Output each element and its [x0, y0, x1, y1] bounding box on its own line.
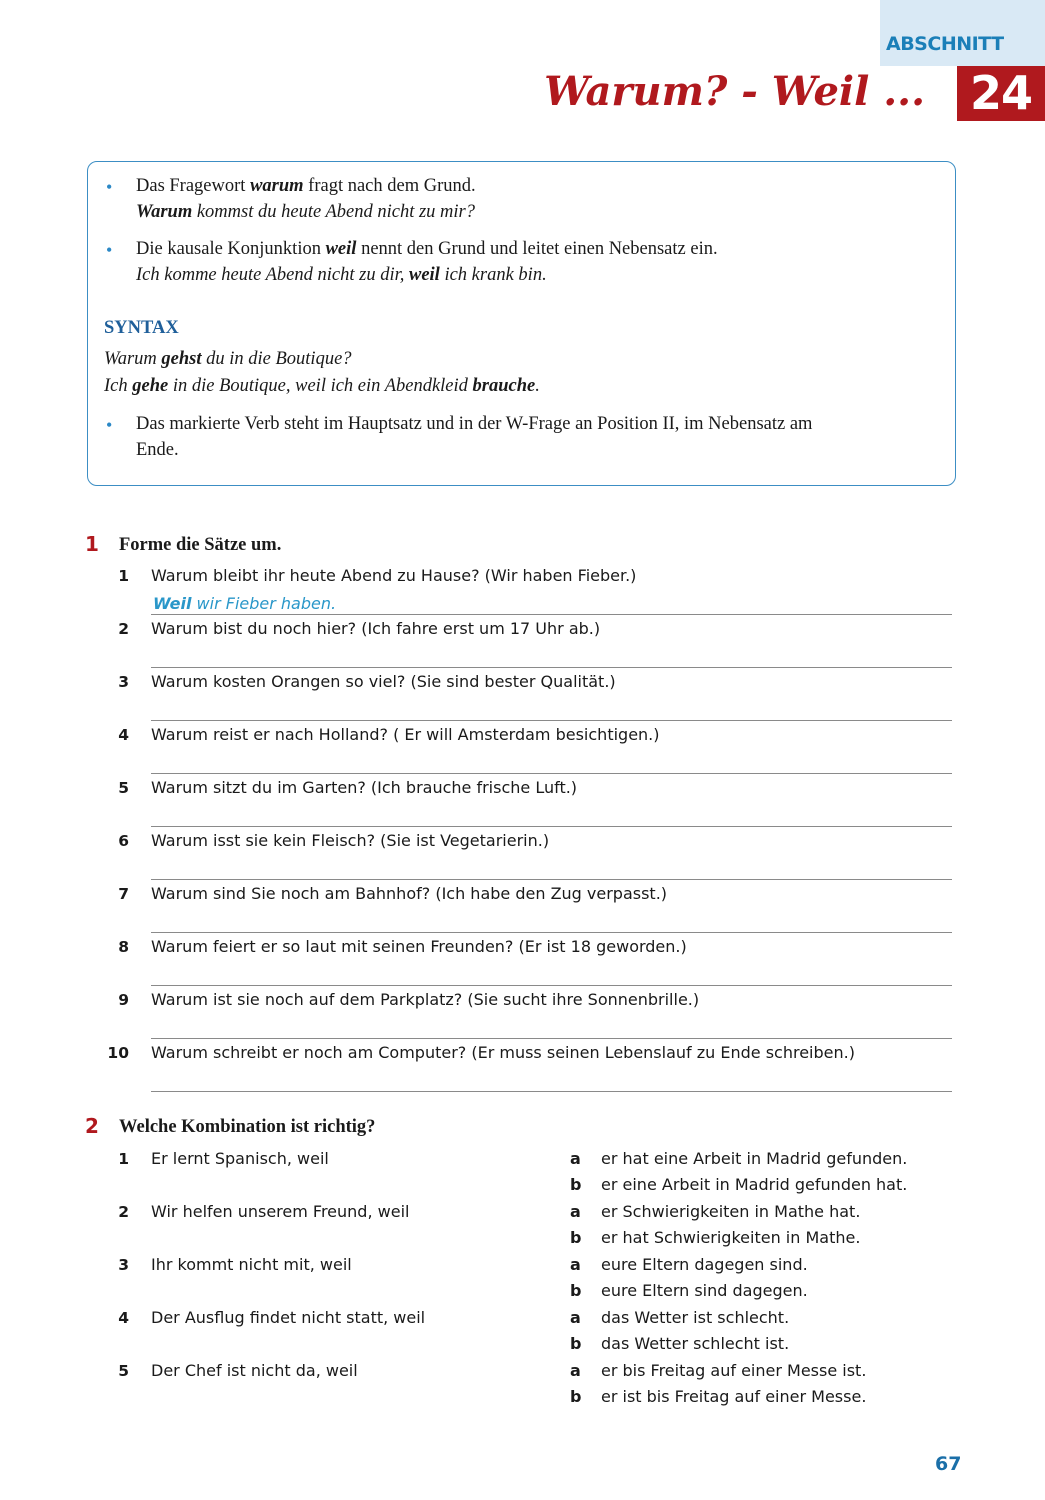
item-number: 10 [107, 1044, 129, 1062]
chapter-number-badge: 24 [957, 66, 1045, 121]
item-number: 5 [118, 779, 129, 797]
syntax-example-1 [104, 346, 352, 372]
item-number: 4 [118, 726, 129, 744]
item-stem: Der Ausflug findet nicht statt, weil [151, 1308, 426, 1327]
item-stem: Er lernt Spanisch, weil [151, 1149, 329, 1168]
syntax-verb: gehe [132, 376, 169, 396]
syntax-text: . [535, 376, 540, 396]
bullet-icon: • [106, 415, 113, 435]
rule-text: Das Fragewort [136, 176, 251, 196]
rule-example: ich krank bin. [439, 265, 547, 285]
item-number: 8 [118, 938, 129, 956]
item-number: 5 [118, 1362, 129, 1380]
option-letter-b[interactable]: b [570, 1334, 582, 1353]
item-number: 1 [118, 1150, 129, 1168]
item-question: Warum ist sie noch auf dem Parkplatz? (Sie sucht ihre Sonnenbrille.) [151, 990, 700, 1009]
syntax-heading: SYNTAX [104, 318, 179, 338]
example-answer-keyword: Weil [153, 594, 192, 613]
rule-example: Ich komme heute Abend nicht zu dir, [136, 265, 409, 285]
item-question: Warum isst sie kein Fleisch? (Sie ist Vegetarierin.) [151, 831, 550, 850]
item-question: Warum bleibt ihr heute Abend zu Hause? (Wir haben Fieber.) [151, 566, 637, 585]
answer-line[interactable] [151, 826, 952, 827]
item-number: 4 [118, 1309, 129, 1327]
syntax-text: in die Boutique, weil ich ein Abendkleid [168, 376, 473, 396]
answer-line[interactable] [151, 667, 952, 668]
option-letter-a[interactable]: a [570, 1202, 581, 1221]
option-letter-a[interactable]: a [570, 1361, 581, 1380]
syntax-text: du in die Boutique? [201, 349, 352, 369]
item-question: Warum feiert er so laut mit seinen Freunden? (Er ist 18 geworden.) [151, 937, 687, 956]
syntax-verb: gehst [161, 349, 202, 369]
rule-warum [136, 173, 936, 225]
option-letter-b[interactable]: b [570, 1175, 582, 1194]
answer-line[interactable] [151, 879, 952, 880]
item-stem: Ihr kommt nicht mit, weil [151, 1255, 352, 1274]
syntax-example-2 [104, 373, 540, 399]
answer-line[interactable] [151, 932, 952, 933]
item-number: 6 [118, 832, 129, 850]
syntax-text: Ich [104, 376, 133, 396]
rule-keyword: Warum [136, 202, 193, 222]
item-number: 2 [118, 1203, 129, 1221]
answer-line[interactable] [151, 1038, 952, 1039]
item-question: Warum reist er nach Holland? ( Er will Amsterdam besichtigen.) [151, 725, 660, 744]
item-question: Warum schreibt er noch am Computer? (Er muss seinen Lebenslauf zu Ende schreiben.) [151, 1043, 855, 1062]
item-question: Warum bist du noch hier? (Ich fahre erst um 17 Uhr ab.) [151, 619, 601, 638]
item-stem: Wir helfen unserem Freund, weil [151, 1202, 410, 1221]
exercise-number: 1 [85, 532, 99, 556]
rule-keyword: weil [325, 239, 357, 259]
item-stem: Der Chef ist nicht da, weil [151, 1361, 358, 1380]
bullet-icon: • [106, 177, 113, 197]
rule-text: Die kausale Konjunktion [136, 239, 326, 259]
option-b[interactable]: er ist bis Freitag auf einer Messe. [601, 1387, 867, 1406]
rule-example: kommst du heute Abend nicht zu mir? [192, 202, 475, 222]
item-number: 3 [118, 1256, 129, 1274]
item-number: 2 [118, 620, 129, 638]
syntax-verb: brauche [472, 376, 536, 396]
item-number: 7 [118, 885, 129, 903]
answer-line[interactable] [151, 985, 952, 986]
exercise-instruction: Forme die Sätze um. [119, 535, 282, 555]
option-letter-b[interactable]: b [570, 1228, 582, 1247]
option-letter-a[interactable]: a [570, 1308, 581, 1327]
answer-line[interactable] [151, 614, 952, 615]
option-letter-b[interactable]: b [570, 1281, 582, 1300]
rule-keyword: warum [250, 176, 304, 196]
rule-text: Ende. [136, 440, 179, 460]
option-a[interactable]: er hat eine Arbeit in Madrid gefunden. [601, 1149, 908, 1168]
option-a[interactable]: das Wetter ist schlecht. [601, 1308, 790, 1327]
rule-text: Das markierte Verb steht im Hauptsatz und in der W-Frage an Position II, im Nebensatz am [136, 414, 813, 434]
bullet-icon: • [106, 240, 113, 260]
section-label: ABSCHNITT [886, 33, 1004, 55]
rule-weil [136, 236, 936, 288]
page-number: 67 [935, 1453, 962, 1475]
rule-verb-position [136, 411, 936, 463]
exercise-number: 2 [85, 1114, 99, 1138]
option-b[interactable]: er hat Schwierigkeiten in Mathe. [601, 1228, 861, 1247]
item-question: Warum sitzt du im Garten? (Ich brauche frische Luft.) [151, 778, 578, 797]
option-b[interactable]: das Wetter schlecht ist. [601, 1334, 790, 1353]
item-question: Warum kosten Orangen so viel? (Sie sind bester Qualität.) [151, 672, 616, 691]
option-letter-b[interactable]: b [570, 1387, 582, 1406]
answer-line[interactable] [151, 1091, 952, 1092]
answer-line[interactable] [151, 720, 952, 721]
item-number: 3 [118, 673, 129, 691]
option-a[interactable]: er Schwierigkeiten in Mathe hat. [601, 1202, 861, 1221]
option-a[interactable]: eure Eltern dagegen sind. [601, 1255, 808, 1274]
item-number: 1 [118, 567, 129, 585]
option-letter-a[interactable]: a [570, 1149, 581, 1168]
option-a[interactable]: er bis Freitag auf einer Messe ist. [601, 1361, 867, 1380]
rule-keyword: weil [408, 265, 440, 285]
option-b[interactable]: er eine Arbeit in Madrid gefunden hat. [601, 1175, 908, 1194]
chapter-title: Warum? - Weil ... [544, 68, 925, 115]
rule-text: nennt den Grund und leitet einen Nebensatz ein. [356, 239, 718, 259]
grammar-rule-box [87, 161, 956, 486]
item-number: 9 [118, 991, 129, 1009]
option-letter-a[interactable]: a [570, 1255, 581, 1274]
example-answer-text: wir Fieber haben. [191, 594, 337, 613]
example-answer [153, 594, 336, 613]
item-question: Warum sind Sie noch am Bahnhof? (Ich habe den Zug verpasst.) [151, 884, 668, 903]
answer-line[interactable] [151, 773, 952, 774]
option-b[interactable]: eure Eltern sind dagegen. [601, 1281, 808, 1300]
exercise-instruction: Welche Kombination ist richtig? [119, 1117, 376, 1137]
rule-text: fragt nach dem Grund. [303, 176, 476, 196]
syntax-text: Warum [104, 349, 162, 369]
